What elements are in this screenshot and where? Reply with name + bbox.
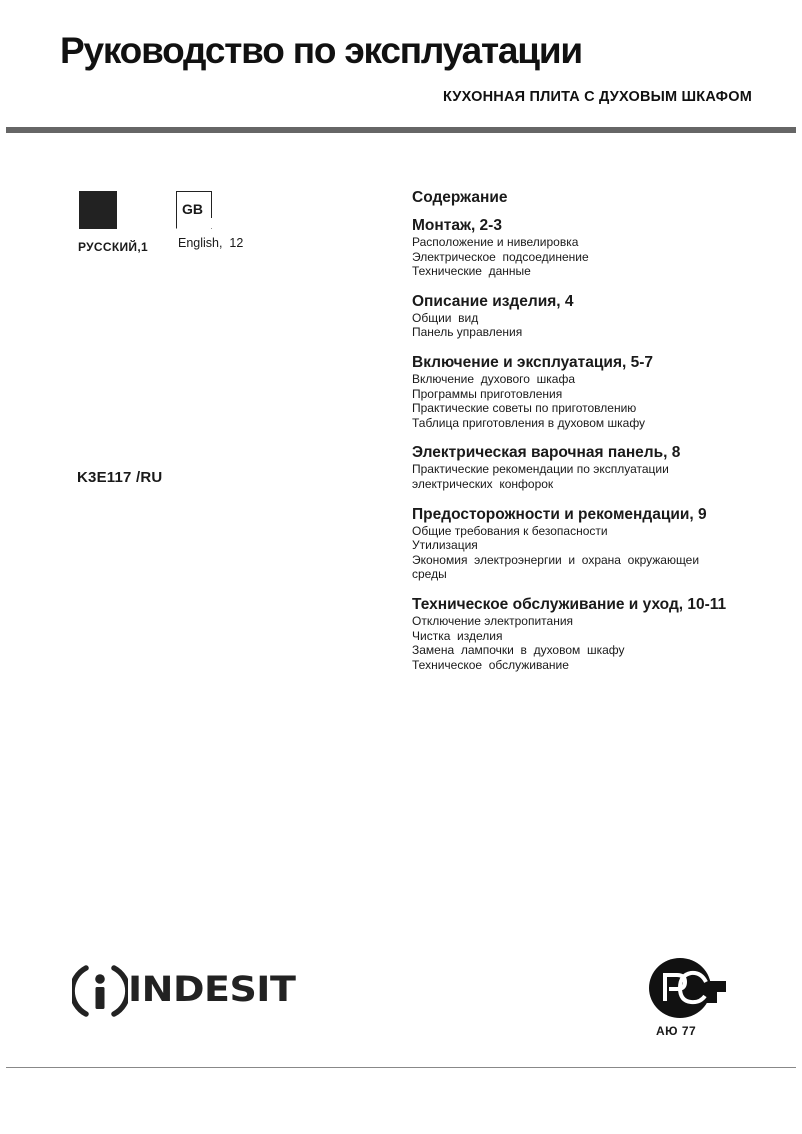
toc-item: электрических конфорок [412,476,554,491]
brand-name: INDESIT [128,969,296,1010]
toc-section-title[interactable]: Техническое обслуживание и уход, 10-11 [412,595,727,613]
toc-section [412,443,772,491]
toc-section [412,292,772,340]
document-subtitle: КУХОННАЯ ПЛИТА С ДУХОВЫМ ШКАФОМ [443,89,752,105]
toc-item: Электрическое подсоединение [412,249,589,264]
toc-section-title[interactable]: Электрическая варочная панель, 8 [412,444,681,462]
toc-section [412,595,772,672]
language-label-russian: РУССКИЙ,1 [78,240,148,254]
toc-section-title[interactable]: Описание изделия, 4 [412,292,574,310]
model-number: K3E117 /RU [77,469,163,486]
toc-section [412,216,772,279]
toc-item: Технические данные [412,264,531,279]
toc-item: Экономия электроэнергии и охрана окружающеи [412,552,700,567]
bottom-divider [6,1067,796,1068]
toc-section-title[interactable]: Монтаж, 2-3 [412,217,502,234]
language-code-gb: GB [182,201,203,217]
toc-section-title[interactable]: Включение и эксплуатация, 5-7 [412,353,654,371]
certification-code: АЮ 77 [656,1024,697,1038]
toc-section-title[interactable]: Предосторожности и рекомендации, 9 [412,505,707,523]
table-of-contents [412,189,772,685]
language-label-english: English, 12 [178,236,244,250]
toc-item: Расположение и нивелировка [412,235,579,249]
toc-item: Общии вид [412,310,479,325]
toc-item: Практические рекомендации по эксплуатации [412,462,669,477]
indesit-logo-icon [72,962,128,1025]
toc-item: Практические советы по приготовлению [412,401,637,416]
toc-item: Включение духового шкафа [412,371,575,386]
toc-item: среды [412,567,447,582]
toc-item: Техническое обслуживание [412,657,569,672]
language-box-russian[interactable] [79,191,117,229]
top-divider [6,127,796,133]
toc-item: Программы приготовления [412,386,563,401]
toc-heading: Содержание [412,189,508,206]
toc-item: Таблица приготовления в духовом шкафу [412,415,646,430]
toc-section [412,353,772,430]
toc-item: Чистка изделия [412,628,503,643]
document-title: Руководство по эксплуатации [60,30,582,71]
toc-section [412,505,772,582]
toc-item: Панель управления [412,325,523,340]
toc-item: Отключение электропитания [412,613,574,628]
toc-item: Замена лампочки в духовом шкафу [412,643,625,658]
toc-item: Общие требования к безопасности [412,523,608,538]
rst-certification-icon [648,957,728,1024]
toc-item: Утилизация [412,538,478,553]
